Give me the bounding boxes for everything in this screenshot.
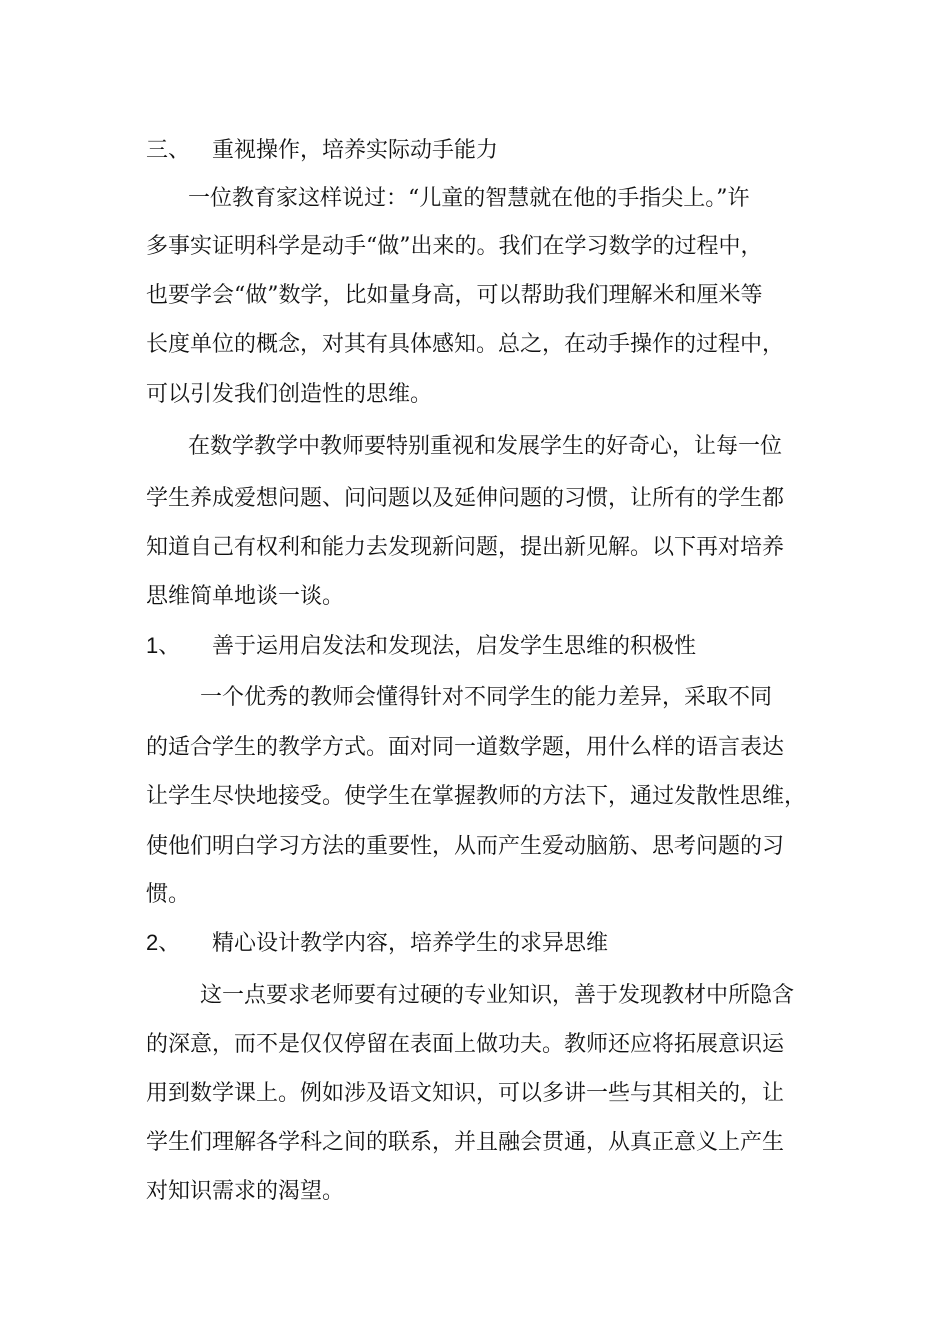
- paragraph-line: 学生们理解各学科之间的联系，并且融会贯通，从真正意义上产生: [146, 1130, 785, 1155]
- paragraph-line: 惯。: [146, 882, 191, 907]
- list-item-title: 善于运用启发法和发现法，启发学生思维的积极性: [212, 634, 697, 659]
- list-item-number: 2、: [146, 930, 181, 955]
- paragraph-line: 知道自己有权利和能力去发现新问题，提出新见解。以下再对培养: [146, 535, 785, 560]
- list-item-title: 精心设计教学内容，培养学生的求异思维: [212, 931, 609, 956]
- paragraph-line: 让学生尽快地接受。使学生在掌握教师的方法下，通过发散性思维，: [146, 784, 807, 809]
- paragraph-line: 使他们明白学习方法的重要性，从而产生爱动脑筋、思考问题的习: [146, 834, 785, 859]
- paragraph-line: 在数学教学中教师要特别重视和发展学生的好奇心，让每一位: [188, 434, 783, 459]
- heading-number: 三、: [146, 138, 191, 163]
- paragraph-line: 的适合学生的教学方式。面对同一道数学题，用什么样的语言表达: [146, 735, 785, 760]
- paragraph-line: 可以引发我们创造性的思维。: [146, 382, 433, 407]
- paragraph-line: 一个优秀的教师会懂得针对不同学生的能力差异，采取不同: [200, 685, 773, 710]
- list-item-heading: [146, 928, 826, 959]
- section-heading: [146, 136, 826, 166]
- paragraph-line: 这一点要求老师要有过硬的专业知识，善于发现教材中所隐含: [200, 983, 795, 1008]
- paragraph-line: 思维简单地谈一谈。: [146, 584, 345, 609]
- paragraph-line: 多事实证明科学是动手“做”出来的。我们在学习数学的过程中，: [146, 234, 763, 259]
- paragraph-line: 对知识需求的渴望。: [146, 1179, 345, 1204]
- list-item-number: 1、: [146, 633, 181, 658]
- paragraph-line: 学生养成爱想问题、问问题以及延伸问题的习惯，让所有的学生都: [146, 486, 785, 511]
- paragraph-line: 用到数学课上。例如涉及语文知识，可以多讲一些与其相关的，让: [146, 1081, 785, 1106]
- paragraph-line: 也要学会“做”数学，比如量身高，可以帮助我们理解米和厘米等: [146, 283, 763, 308]
- paragraph-line: 一位教育家这样说过：“儿童的智慧就在他的手指尖上。”许: [188, 186, 750, 211]
- paragraph-line: 长度单位的概念，对其有具体感知。总之，在动手操作的过程中，: [146, 332, 785, 357]
- list-item-heading: [146, 631, 826, 662]
- paragraph-line: 的深意，而不是仅仅停留在表面上做功夫。教师还应将拓展意识运: [146, 1032, 785, 1057]
- heading-title: 重视操作，培养实际动手能力: [212, 138, 499, 163]
